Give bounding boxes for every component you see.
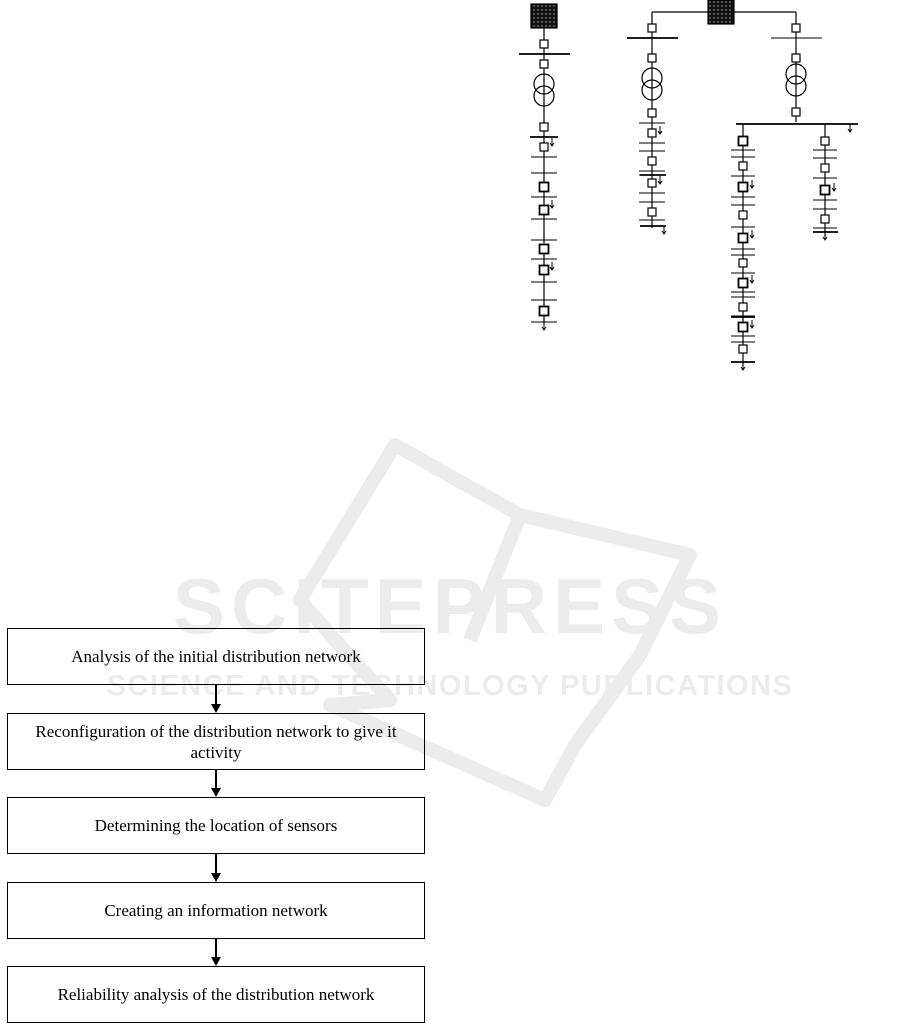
flow-arrow [211, 939, 221, 966]
flow-step-label: Determining the location of sensors [94, 816, 338, 835]
flow-arrow [211, 854, 221, 882]
flow-step-reliability-analysis [7, 966, 425, 1023]
flow-step-label: Reconfiguration of the distribution network to give it activity [35, 721, 397, 762]
flow-step-sensor-location [7, 797, 425, 854]
flow-arrow [211, 770, 221, 797]
flow-step-label: Creating an information network [104, 901, 328, 920]
flow-step-label: Reliability analysis of the distribution network [57, 985, 375, 1004]
flow-step-information-network [7, 882, 425, 939]
flow-step-label: Analysis of the initial distribution network [71, 647, 361, 666]
watermark-tagline: SCIENCE AND TECHNOLOGY PUBLICATIONS [106, 670, 794, 702]
flow-arrow [211, 685, 221, 713]
flow-step-analysis [7, 628, 425, 685]
watermark-brand: SCITEPRESS [172, 562, 728, 650]
flow-step-reconfiguration [7, 713, 425, 770]
